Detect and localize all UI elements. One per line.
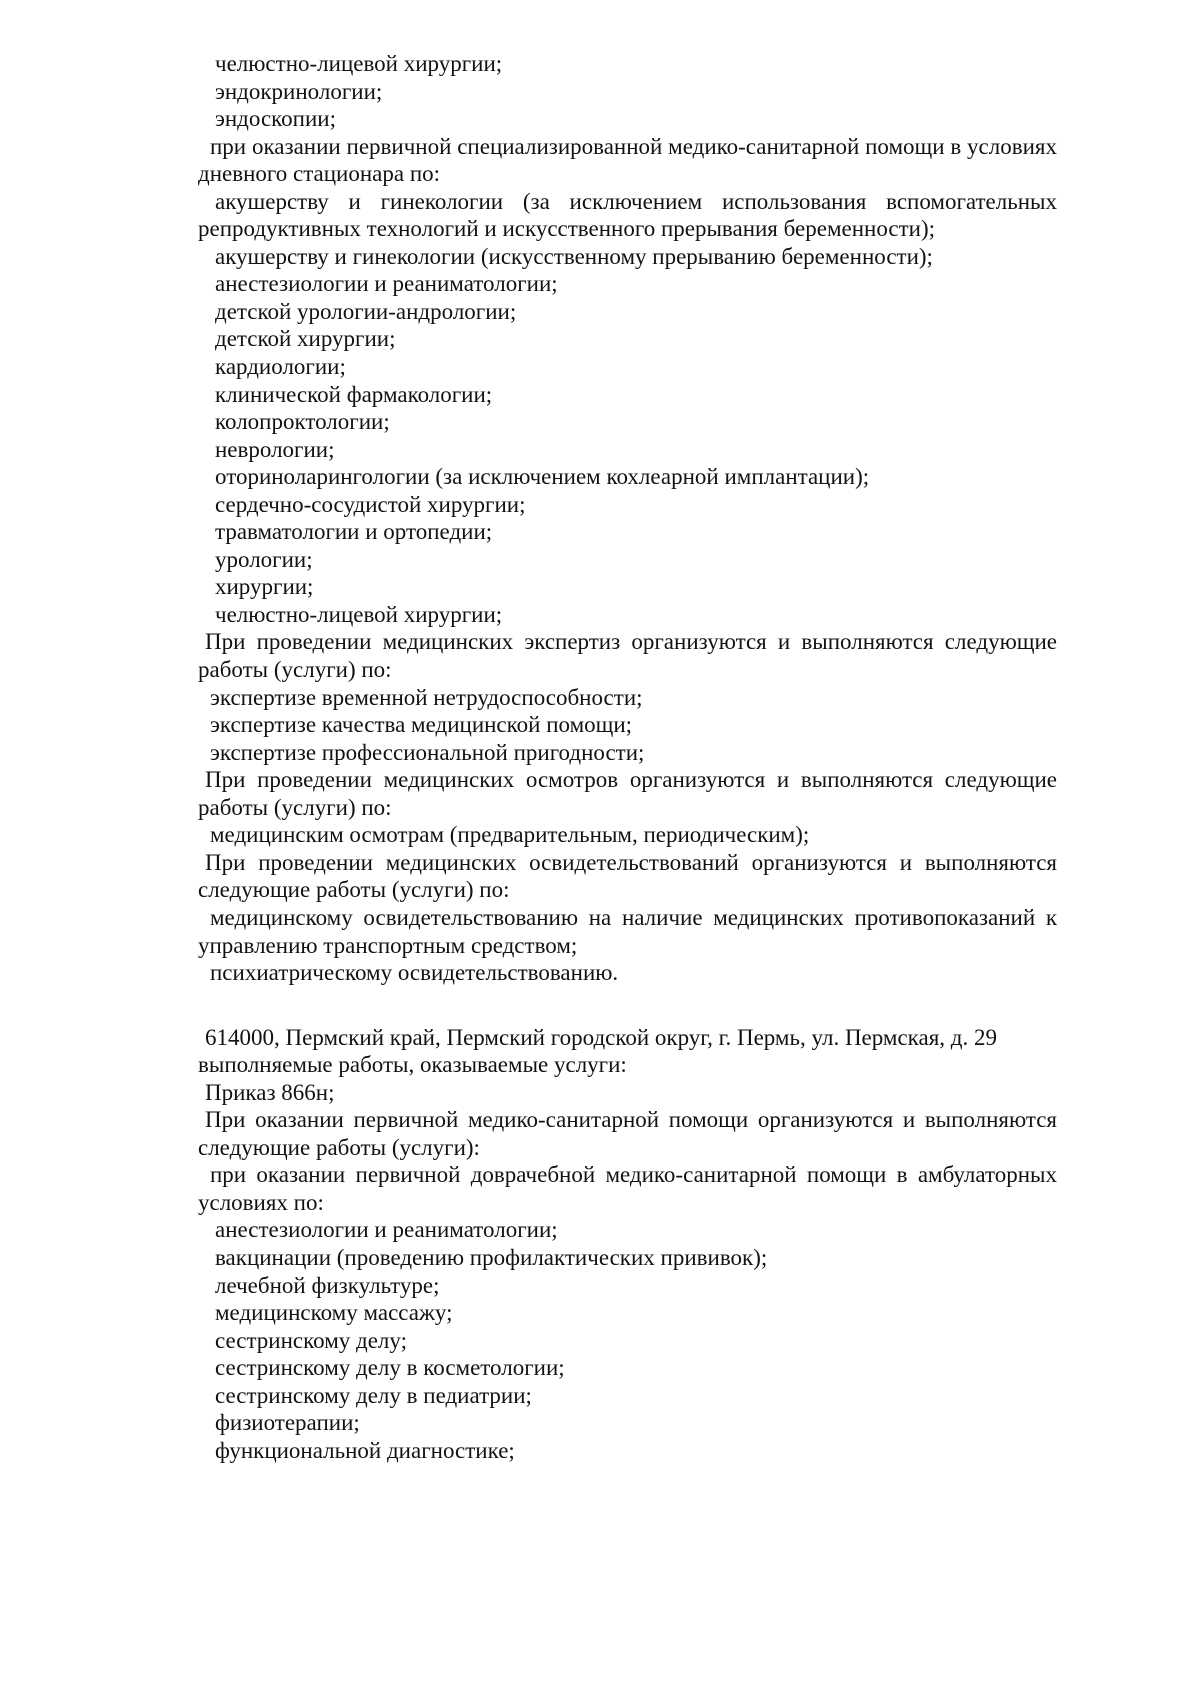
text-line: медицинским осмотрам (предварительным, периодическим); [210, 822, 810, 848]
text-line: 614000, Пермский край, Пермский городской округ, г. Пермь, ул. Пермская, д. 29 [205, 1024, 997, 1050]
text-line: лечебной физкультуре; [215, 1272, 440, 1298]
text-line: условиях по: [198, 1189, 324, 1215]
text-line: эндоскопии; [215, 106, 336, 132]
text-line: оториноларингологии (за исключением кохлеарной имплантации); [215, 464, 870, 490]
text-line: хирургии; [215, 574, 314, 600]
text-line: физиотерапии; [215, 1410, 360, 1436]
text-line: анестезиологии и реаниматологии; [215, 271, 558, 297]
text-line: детской хирургии; [215, 326, 396, 352]
text-line: травматологии и ортопедии; [215, 519, 493, 545]
text-line: медицинскому освидетельствованию на наличие медицинских противопоказаний к [210, 904, 1057, 930]
text-line: при оказании первичной доврачебной медико-санитарной помощи в амбулаторных [210, 1162, 1057, 1188]
text-line: челюстно-лицевой хирургии; [215, 51, 503, 76]
text-line: кардиологии; [215, 354, 346, 380]
text-line: вакцинации (проведению профилактических прививок); [215, 1244, 768, 1270]
text-line: при оказании первичной специализированной медико-санитарной помощи в условиях [210, 133, 1057, 159]
text-line: сестринскому делу в косметологии; [215, 1355, 565, 1381]
text-line: экспертизе профессиональной пригодности; [210, 739, 645, 765]
text-line: экспертизе временной нетрудоспособности; [210, 684, 643, 710]
text-line: колопроктологии; [215, 409, 390, 435]
text-line: медицинскому массажу; [215, 1300, 453, 1326]
text-line: следующие работы (услуги) по: [198, 877, 510, 903]
text-line: челюстно-лицевой хирургии; [215, 601, 503, 627]
text-line: экспертизе качества медицинской помощи; [210, 712, 633, 738]
text-line: управлению транспортным средством; [198, 932, 578, 958]
text-line: функциональной диагностике; [215, 1437, 515, 1463]
text-line: выполняемые работы, оказываемые услуги: [198, 1052, 627, 1078]
text-line: работы (услуги) по: [198, 657, 392, 683]
text-line: сестринскому делу; [215, 1327, 407, 1353]
text-line: урологии; [215, 546, 313, 572]
text-line: сестринскому делу в педиатрии; [215, 1382, 532, 1408]
text-line: При проведении медицинских осмотров организуются и выполняются следующие [205, 767, 1057, 793]
text-line: репродуктивных технологий и искусственного прерывания беременности); [198, 216, 936, 242]
text-line: дневного стационара по: [198, 161, 441, 187]
text-line: Приказ 866н; [205, 1079, 335, 1105]
license-works-text-block [198, 50, 1057, 1464]
text-line: психиатрическому освидетельствованию. [210, 960, 619, 986]
text-line: анестезиологии и реаниматологии; [215, 1217, 558, 1243]
text-line: детской урологии-андрологии; [215, 298, 517, 324]
text-line: клинической фармакологии; [215, 381, 493, 407]
text-line: акушерству и гинекологии (искусственному прерыванию беременности); [215, 243, 933, 269]
text-line: неврологии; [215, 436, 335, 462]
text-line: При проведении медицинских экспертиз организуются и выполняются следующие [205, 629, 1057, 655]
text-line: следующие работы (услуги): [198, 1134, 480, 1160]
text-line: сердечно-сосудистой хирургии; [215, 491, 526, 517]
text-line: эндокринологии; [215, 78, 383, 104]
text-line: акушерству и гинекологии (за исключением использования вспомогательных [215, 188, 1057, 214]
text-line: работы (услуги) по: [198, 794, 392, 820]
text-line: При оказании первичной медико-санитарной помощи организуются и выполняются [205, 1107, 1057, 1133]
text-line: При проведении медицинских освидетельствований организуются и выполняются [205, 849, 1057, 875]
